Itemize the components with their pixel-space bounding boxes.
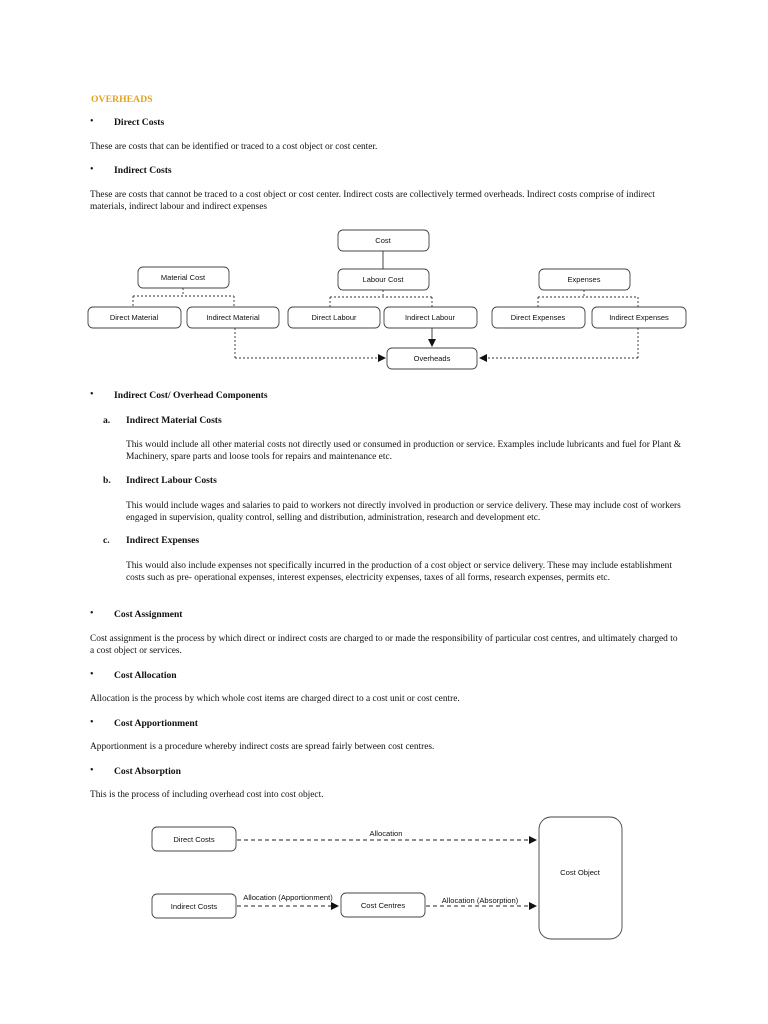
cost-allocation-text: Allocation is the process by which whole cost items are charged direct to a cost unit or cost centre.: [90, 694, 460, 704]
direct-costs-text: These are costs that can be identified or traced to a cost object or cost center.: [90, 142, 378, 152]
bullet-icon: •: [90, 717, 94, 728]
cost-object-label: Cost Object: [560, 868, 600, 877]
bullet-icon: •: [90, 669, 94, 680]
bullet-icon: •: [90, 389, 94, 400]
expenses-label: Expenses: [567, 275, 601, 284]
item-c-heading: Indirect Expenses: [126, 535, 200, 546]
direct-costs-heading: Direct Costs: [114, 117, 165, 128]
bullet-icon: •: [90, 765, 94, 776]
overheads-label: Overheads: [413, 354, 451, 363]
indirect-costs-heading: Indirect Costs: [114, 165, 172, 176]
indirect-labour-label: Indirect Labour: [404, 313, 456, 322]
direct-labour-label: Direct Labour: [311, 313, 357, 322]
item-c-marker: c.: [103, 535, 110, 546]
indirect-costs-text: These are costs that cannot be traced to a cost object or cost center. Indirect costs are collectively termed overheads. Indirect costs comprise of indirect materials, indirect labour and indirect expenses: [90, 190, 655, 213]
item-a-marker: a.: [103, 415, 111, 426]
direct-costs-label: Direct Costs: [173, 835, 215, 844]
material-cost-label: Material Cost: [160, 273, 206, 282]
cost-apportionment-heading: Cost Apportionment: [114, 718, 198, 729]
item-c-text: This would also include expenses not specifically incurred in the production of a cost object or service delivery. These may include establishment costs such as pre- operational expenses, interest expenses, electricity expenses, taxes of all forms, research expenses, permits etc.: [126, 561, 672, 584]
bullet-icon: •: [90, 116, 94, 127]
cost-assignment-heading: Cost Assignment: [114, 609, 183, 620]
indirect-costs-label: Indirect Costs: [170, 902, 218, 911]
direct-material-label: Direct Material: [109, 313, 159, 322]
item-b-marker: b.: [103, 475, 111, 486]
page-title: OVERHEADS: [91, 94, 153, 105]
item-b-heading: Indirect Labour Costs: [126, 475, 217, 486]
components-heading: Indirect Cost/ Overhead Components: [114, 390, 268, 401]
allocation-apportionment-label: Allocation (Apportionment): [243, 893, 333, 902]
item-b-text: This would include wages and salaries to paid to workers not directly involved in production or service delivery. These may include cost of workers engaged in supervision, quality control, selling and distribution, administration, research and development etc.: [126, 501, 681, 524]
indirect-material-label: Indirect Material: [206, 313, 260, 322]
cost-allocation-heading: Cost Allocation: [114, 670, 177, 681]
item-a-text: This would include all other material costs not directly used or consumed in production or service. Examples include lubricants and fuel for Plant & Machinery, spare parts and loose tools for repairs and maintenance etc.: [126, 440, 682, 463]
labour-cost-label: Labour Cost: [362, 275, 404, 284]
cost-label: Cost: [375, 236, 391, 245]
cost-absorption-heading: Cost Absorption: [114, 766, 181, 777]
allocation-label: Allocation: [369, 829, 403, 838]
cost-assignment-text: Cost assignment is the process by which direct or indirect costs are charged to or made the responsibility of particular cost centres, and ultimately charged to a cost object or services.: [90, 634, 678, 657]
cost-absorption-text: This is the process of including overhead cost into cost object.: [90, 790, 324, 800]
bullet-icon: •: [90, 164, 94, 175]
cost-centres-label: Cost Centres: [360, 901, 406, 910]
allocation-absorption-label: Allocation (Absorption): [441, 896, 519, 905]
direct-expenses-label: Direct Expenses: [510, 313, 566, 322]
item-a-heading: Indirect Material Costs: [126, 415, 222, 426]
cost-apportionment-text: Apportionment is a procedure whereby indirect costs are spread fairly between cost centres.: [90, 742, 435, 752]
cost-object-box: [539, 817, 622, 939]
bullet-icon: •: [90, 608, 94, 619]
indirect-expenses-label: Indirect Expenses: [609, 313, 669, 322]
